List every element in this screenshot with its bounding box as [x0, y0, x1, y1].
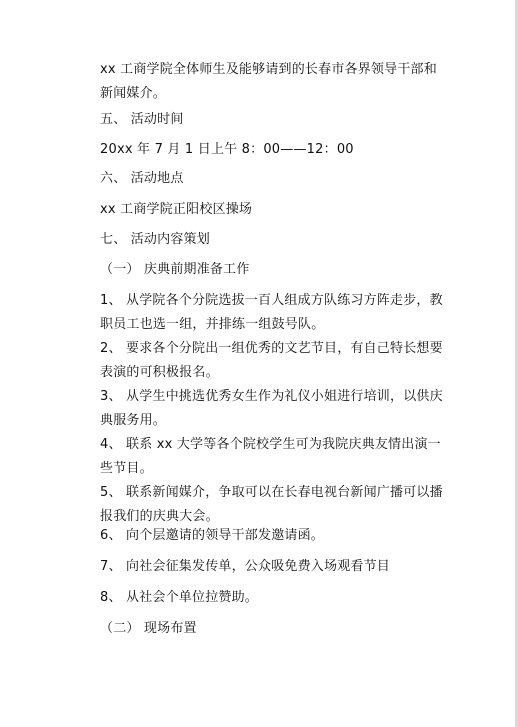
list-item-8: 8、 从社会个单位拉赞助。	[100, 590, 259, 605]
paragraph-location: xx 工商学院正阳校区操场	[100, 202, 253, 217]
list-item-7: 7、 向社会征集发传单，公众吸免费入场观看节目	[100, 559, 391, 574]
subheading-preparation: （一） 庆典前期准备工作	[100, 262, 250, 277]
paragraph-date-time: 20xx 年 7 月 1 日上午 8：00——12：00	[100, 142, 354, 157]
subheading-site-layout: （二） 现场布置	[100, 621, 197, 636]
list-item-6: 6、 向个层邀请的领导干部发邀请函。	[100, 528, 325, 543]
list-item-5: 5、 联系新闻媒介，争取可以在长春电视台新闻广播可以播报我们的庆典大会。	[100, 485, 443, 524]
list-item-4: 4、 联系 xx 大学等各个院校学生可为我院庆典友情出演一些节目。	[100, 437, 441, 476]
list-item-3: 3、 从学生中挑选优秀女生作为礼仪小姐进行培训，以供庆典服务用。	[100, 389, 443, 428]
list-item-2: 2、 要求各个分院出一组优秀的文艺节目，有自己特长想要表演的可积极报名。	[100, 341, 443, 380]
heading-activity-plan: 七、 活动内容策划	[100, 232, 210, 247]
paragraph-attendees: xx 工商学院全体师生及能够请到的长春市各界领导干部和新闻媒介。	[100, 62, 437, 101]
heading-activity-location: 六、 活动地点	[100, 171, 184, 186]
heading-activity-time: 五、 活动时间	[100, 112, 184, 127]
list-item-1: 1、 从学院各个分院选拔一百人组成方队练习方阵走步，教职员工也选一组，并排练一组鼓号队。	[100, 293, 443, 332]
